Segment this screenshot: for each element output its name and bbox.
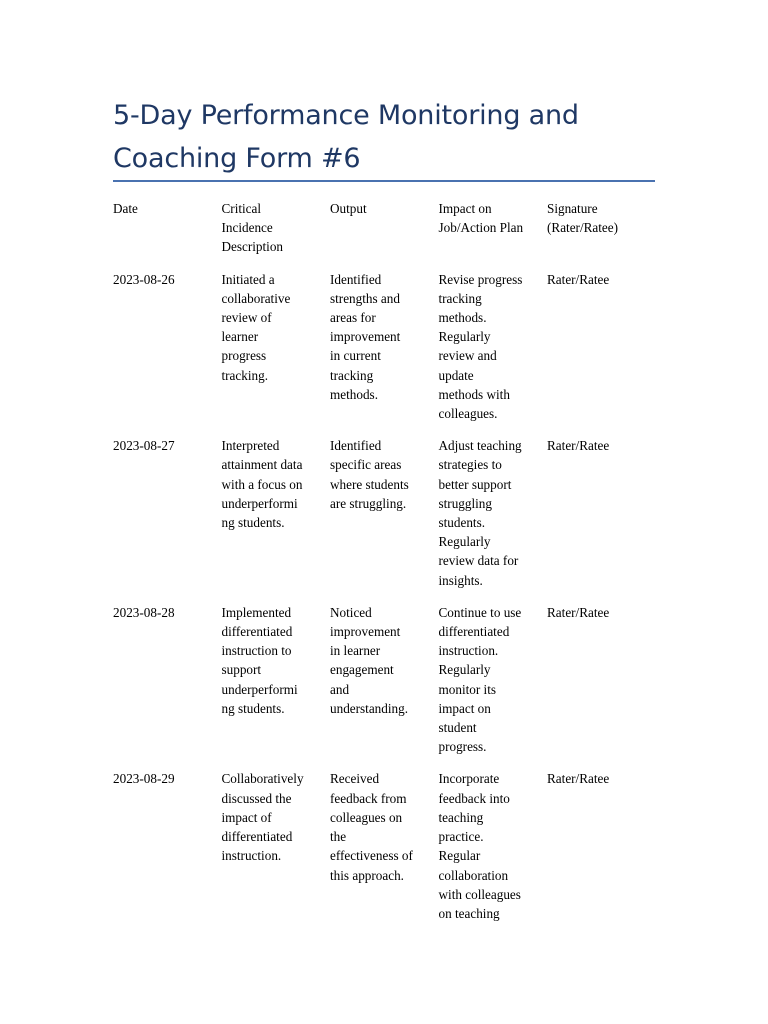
cell-line: Regularly: [438, 534, 491, 550]
cell-line: this approach.: [330, 867, 404, 883]
cell-line: with colleagues: [438, 886, 521, 902]
cell-signature: [547, 436, 673, 590]
cell-line: Continue to use: [438, 604, 522, 620]
cell-line: underperformi: [221, 495, 298, 511]
cell-line: insights.: [438, 572, 483, 588]
cell-line: Incorporate: [438, 771, 500, 787]
title-line-1: 5-Day Performance Monitoring and: [113, 100, 579, 131]
cell-line: collaborative: [221, 290, 291, 306]
cell-line: areas for: [330, 310, 376, 326]
cell-line: instruction.: [438, 643, 499, 659]
cell-line: underperformi: [221, 681, 298, 697]
cell-line: Regular: [438, 848, 481, 864]
title-line-2: Coaching Form #6: [113, 143, 361, 174]
cell-impact: [439, 436, 548, 590]
cell-date: [113, 603, 222, 757]
cell-line: colleagues.: [438, 406, 498, 422]
cell-line: Rater/Ratee: [547, 271, 610, 287]
cell-line: Received: [330, 771, 380, 787]
page-title: [113, 94, 673, 180]
cell-line: are struggling.: [330, 495, 407, 511]
cell-line: understanding.: [330, 700, 409, 716]
cell-line: Rater/Ratee: [547, 438, 610, 454]
cell-line: 2023-08-27: [113, 438, 175, 454]
cell-line: collaboration: [438, 867, 509, 883]
cell-line: instruction to: [221, 643, 292, 659]
cell-line: progress.: [438, 739, 487, 755]
cell-line: feedback into: [438, 790, 510, 806]
cell-line: colleagues on: [330, 809, 403, 825]
cell-line: impact of: [221, 809, 272, 825]
cell-line: improvement: [330, 624, 401, 640]
table-header-row: [113, 199, 673, 257]
cell-line: tracking: [330, 367, 374, 383]
cell-line: Rater/Ratee: [547, 771, 610, 787]
cell-line: on teaching: [438, 905, 500, 921]
cell-line: in current: [330, 348, 381, 364]
header-output: Output: [330, 201, 367, 216]
cell-line: 2023-08-29: [113, 771, 175, 787]
cell-line: students.: [438, 515, 486, 531]
header-signature: Signature (Rater/Ratee): [547, 201, 619, 236]
cell-line: practice.: [438, 829, 484, 845]
cell-line: strengths and: [330, 290, 400, 306]
cell-line: monitor its: [438, 681, 497, 697]
cell-signature: [547, 603, 673, 757]
cell-line: Adjust teaching: [438, 438, 522, 454]
cell-line: methods with: [438, 386, 510, 402]
cell-line: support: [221, 662, 262, 678]
cell-line: differentiated: [221, 624, 293, 640]
cell-line: and: [330, 681, 350, 697]
cell-line: discussed the: [221, 790, 292, 806]
cell-line: methods.: [438, 310, 487, 326]
cell-description: [222, 603, 331, 757]
cell-date: [113, 436, 222, 590]
cell-line: differentiated: [438, 624, 510, 640]
cell-line: improvement: [330, 329, 401, 345]
cell-line: the: [330, 829, 347, 845]
header-date: Date: [113, 201, 138, 216]
cell-line: 2023-08-26: [113, 271, 175, 287]
cell-line: methods.: [330, 386, 378, 402]
cell-line: progress: [221, 348, 267, 364]
table-row: [113, 769, 673, 923]
table-row: [113, 270, 673, 424]
cell-line: Rater/Ratee: [547, 604, 610, 620]
cell-line: teaching: [438, 809, 484, 825]
cell-line: Identified: [330, 271, 382, 287]
cell-line: Interpreted: [221, 438, 280, 454]
cell-line: ng students.: [221, 700, 285, 716]
title-divider: [113, 180, 655, 182]
cell-impact: [439, 603, 548, 757]
cell-line: struggling: [438, 495, 492, 511]
cell-description: [222, 769, 331, 923]
cell-line: tracking.: [221, 367, 269, 383]
cell-line: better support: [438, 476, 512, 492]
cell-output: [330, 436, 439, 590]
cell-description: [222, 270, 331, 424]
cell-line: differentiated: [221, 829, 293, 845]
cell-signature: [547, 769, 673, 923]
cell-line: specific areas: [330, 457, 402, 473]
cell-line: attainment data: [221, 457, 303, 473]
cell-line: review data for: [438, 553, 519, 569]
cell-date: [113, 769, 222, 923]
cell-line: review of: [221, 310, 272, 326]
cell-line: with a focus on: [221, 476, 303, 492]
cell-line: Collaboratively: [221, 771, 304, 787]
cell-line: where students: [330, 476, 409, 492]
monitoring-table: [113, 199, 673, 936]
cell-line: 2023-08-28: [113, 604, 175, 620]
cell-line: engagement: [330, 662, 394, 678]
cell-line: update: [438, 367, 474, 383]
cell-line: Implemented: [221, 604, 292, 620]
cell-line: Regularly: [438, 662, 491, 678]
cell-impact: [439, 769, 548, 923]
cell-line: review and: [438, 348, 497, 364]
cell-line: student: [438, 720, 477, 736]
cell-line: Identified: [330, 438, 382, 454]
table-row: [113, 603, 673, 757]
cell-line: instruction.: [221, 848, 282, 864]
cell-line: ng students.: [221, 515, 285, 531]
table-row: [113, 436, 673, 590]
cell-output: [330, 270, 439, 424]
cell-output: [330, 603, 439, 757]
cell-line: Initiated a: [221, 271, 275, 287]
cell-impact: [439, 270, 548, 424]
cell-line: Noticed: [330, 604, 372, 620]
cell-line: strategies to: [438, 457, 502, 473]
cell-line: in learner: [330, 643, 381, 659]
cell-description: [222, 436, 331, 590]
cell-output: [330, 769, 439, 923]
cell-line: Revise progress: [438, 271, 523, 287]
header-impact: Impact on Job/Action Plan: [438, 201, 524, 236]
table-body: [113, 270, 673, 924]
cell-date: [113, 270, 222, 424]
cell-line: feedback from: [330, 790, 407, 806]
header-description: Critical Incidence Description: [221, 201, 284, 255]
cell-line: tracking: [438, 290, 482, 306]
cell-line: effectiveness of: [330, 848, 413, 864]
cell-line: impact on: [438, 700, 491, 716]
cell-line: learner: [221, 329, 259, 345]
cell-line: Regularly: [438, 329, 491, 345]
cell-signature: [547, 270, 673, 424]
